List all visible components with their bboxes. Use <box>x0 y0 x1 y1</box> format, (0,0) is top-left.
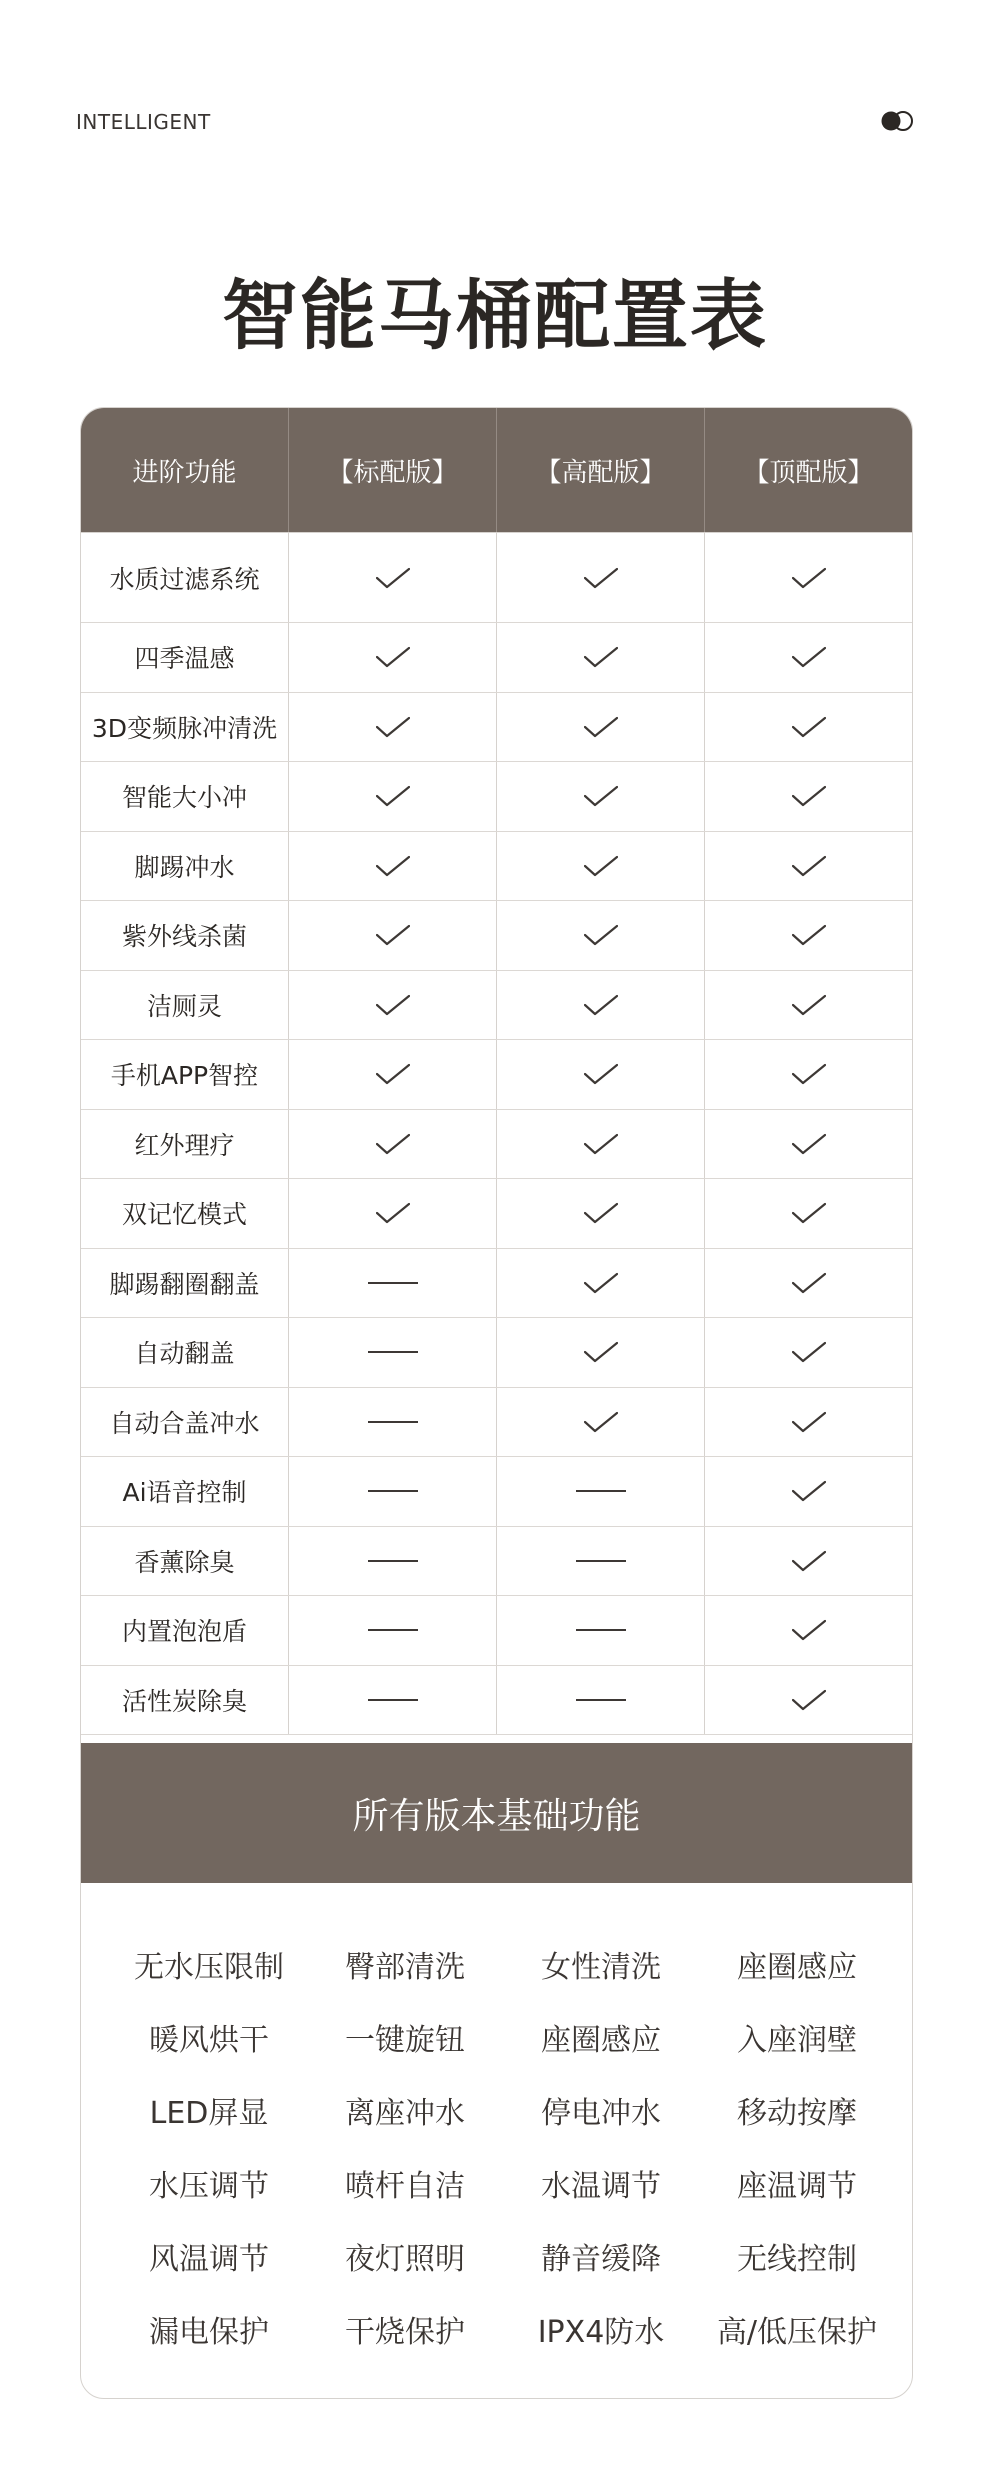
availability-cell <box>497 832 705 901</box>
availability-cell <box>497 623 705 692</box>
check-icon <box>584 924 618 946</box>
check-icon <box>376 1202 410 1224</box>
availability-cell <box>705 693 912 762</box>
feature-name-cell: 脚踢翻圈翻盖 <box>81 1249 289 1318</box>
basic-feature-item: 座温调节 <box>737 2169 857 2204</box>
availability-cell <box>497 971 705 1040</box>
feature-name-cell: 智能大小冲 <box>81 762 289 831</box>
availability-cell <box>289 1457 497 1526</box>
availability-cell <box>497 1666 705 1735</box>
basic-feature-item: 臀部清洗 <box>345 1950 465 1985</box>
feature-name-cell: 内置泡泡盾 <box>81 1596 289 1665</box>
basic-feature-item: LED屏显 <box>149 2096 269 2131</box>
availability-cell <box>705 1110 912 1179</box>
check-icon <box>792 646 826 668</box>
availability-cell <box>289 1179 497 1248</box>
availability-cell <box>705 971 912 1040</box>
basic-feature-item: 女性清洗 <box>541 1950 661 1985</box>
check-icon <box>792 785 826 807</box>
table-row <box>81 832 912 902</box>
check-icon <box>584 1063 618 1085</box>
basic-feature-item: 一键旋钮 <box>345 2023 465 2058</box>
availability-cell <box>497 693 705 762</box>
availability-cell <box>705 1249 912 1318</box>
basic-feature-item: 无水压限制 <box>134 1950 284 1985</box>
availability-cell <box>497 1388 705 1457</box>
availability-cell <box>705 1040 912 1109</box>
availability-cell <box>289 901 497 970</box>
availability-cell <box>497 901 705 970</box>
column-header-standard: 【标配版】 <box>289 408 497 532</box>
availability-cell <box>289 1527 497 1596</box>
availability-cell <box>497 1040 705 1109</box>
availability-cell <box>289 1249 497 1318</box>
availability-cell <box>705 1666 912 1735</box>
table-header <box>81 408 912 532</box>
dash-icon <box>368 1351 418 1353</box>
check-icon <box>376 785 410 807</box>
table-row <box>81 693 912 763</box>
check-icon <box>584 1202 618 1224</box>
availability-cell <box>705 533 912 622</box>
dash-icon <box>368 1699 418 1701</box>
table-row <box>81 1666 912 1736</box>
column-header-premium: 【高配版】 <box>497 408 705 532</box>
feature-name-cell: 自动翻盖 <box>81 1318 289 1387</box>
availability-cell <box>289 1110 497 1179</box>
dash-icon <box>368 1629 418 1631</box>
table-row <box>81 971 912 1041</box>
basics-section-title: 所有版本基础功能 <box>81 1743 912 1883</box>
availability-cell <box>289 1040 497 1109</box>
check-icon <box>584 716 618 738</box>
basic-feature-item: 高/低压保护 <box>716 2315 878 2350</box>
basic-feature-item: 夜灯照明 <box>345 2242 465 2277</box>
availability-cell <box>497 1527 705 1596</box>
availability-cell <box>289 693 497 762</box>
basics-row <box>81 2223 912 2296</box>
table-row <box>81 1179 912 1249</box>
dash-icon <box>576 1490 626 1492</box>
basic-feature-item: 漏电保护 <box>149 2315 269 2350</box>
table-row <box>81 1527 912 1597</box>
check-icon <box>584 1133 618 1155</box>
basic-feature-item: 水温调节 <box>541 2169 661 2204</box>
availability-cell <box>289 1666 497 1735</box>
check-icon <box>792 1272 826 1294</box>
config-table-card <box>80 407 913 2399</box>
basics-row <box>81 2150 912 2223</box>
availability-cell <box>705 1596 912 1665</box>
feature-name-cell: Ai语音控制 <box>81 1457 289 1526</box>
toggle-icon <box>880 110 914 132</box>
check-icon <box>792 1619 826 1641</box>
check-icon <box>792 855 826 877</box>
feature-name-cell: 手机APP智控 <box>81 1040 289 1109</box>
check-icon <box>792 1341 826 1363</box>
check-icon <box>376 855 410 877</box>
check-icon <box>792 1411 826 1433</box>
check-icon <box>584 1272 618 1294</box>
availability-cell <box>497 1457 705 1526</box>
basic-feature-item: 无线控制 <box>737 2242 857 2277</box>
basic-feature-item: 离座冲水 <box>345 2096 465 2131</box>
table-row <box>81 1596 912 1666</box>
basics-row <box>81 2077 912 2150</box>
check-icon <box>376 567 410 589</box>
check-icon <box>584 646 618 668</box>
table-row <box>81 1249 912 1319</box>
table-row <box>81 1110 912 1180</box>
check-icon <box>376 1133 410 1155</box>
table-row <box>81 901 912 971</box>
check-icon <box>792 1689 826 1711</box>
basic-feature-item: 风温调节 <box>149 2242 269 2277</box>
availability-cell <box>705 1318 912 1387</box>
basics-row <box>81 2004 912 2077</box>
column-header-feature: 进阶功能 <box>81 408 289 532</box>
check-icon <box>792 567 826 589</box>
feature-name-cell: 3D变频脉冲清洗 <box>81 693 289 762</box>
availability-cell <box>289 971 497 1040</box>
check-icon <box>584 994 618 1016</box>
availability-cell <box>289 1596 497 1665</box>
availability-cell <box>705 623 912 692</box>
availability-cell <box>289 623 497 692</box>
check-icon <box>584 1411 618 1433</box>
availability-cell <box>289 832 497 901</box>
availability-cell <box>705 832 912 901</box>
table-body <box>81 532 912 1745</box>
basic-feature-item: 静音缓降 <box>541 2242 661 2277</box>
feature-name-cell: 自动合盖冲水 <box>81 1388 289 1457</box>
dash-icon <box>368 1490 418 1492</box>
check-icon <box>792 924 826 946</box>
basics-grid <box>81 1883 912 2399</box>
dash-icon <box>576 1699 626 1701</box>
check-icon <box>376 924 410 946</box>
dash-icon <box>368 1560 418 1562</box>
basic-feature-item: 座圈感应 <box>541 2023 661 2058</box>
check-icon <box>792 1480 826 1502</box>
feature-name-cell: 脚踢冲水 <box>81 832 289 901</box>
availability-cell <box>289 762 497 831</box>
availability-cell <box>289 1388 497 1457</box>
availability-cell <box>705 901 912 970</box>
dash-icon <box>368 1282 418 1284</box>
feature-name-cell: 洁厕灵 <box>81 971 289 1040</box>
basic-feature-item: 座圈感应 <box>737 1950 857 1985</box>
check-icon <box>376 994 410 1016</box>
basic-feature-item: 干烧保护 <box>345 2315 465 2350</box>
availability-cell <box>497 1249 705 1318</box>
availability-cell <box>705 1457 912 1526</box>
dash-icon <box>368 1421 418 1423</box>
check-icon <box>792 994 826 1016</box>
basics-row <box>81 1931 912 2004</box>
table-row <box>81 623 912 693</box>
check-icon <box>584 785 618 807</box>
check-icon <box>792 1133 826 1155</box>
basics-row <box>81 2296 912 2369</box>
check-icon <box>792 716 826 738</box>
table-row <box>81 1318 912 1388</box>
page-title: 智能马桶配置表 <box>222 271 768 360</box>
basic-feature-item: 水压调节 <box>149 2169 269 2204</box>
check-icon <box>792 1202 826 1224</box>
availability-cell <box>289 533 497 622</box>
dash-icon <box>576 1560 626 1562</box>
column-header-top: 【顶配版】 <box>743 457 874 488</box>
top-bar <box>76 108 918 138</box>
table-row <box>81 533 912 623</box>
basic-feature-item: 移动按摩 <box>737 2096 857 2131</box>
check-icon <box>584 855 618 877</box>
table-row <box>81 1457 912 1527</box>
feature-name-cell: 四季温感 <box>81 623 289 692</box>
feature-name-cell: 香薰除臭 <box>81 1527 289 1596</box>
availability-cell <box>705 1179 912 1248</box>
check-icon <box>376 646 410 668</box>
check-icon <box>792 1550 826 1572</box>
feature-name-cell: 水质过滤系统 <box>81 533 289 622</box>
check-icon <box>584 1341 618 1363</box>
basic-feature-item: 入座润壁 <box>737 2023 857 2058</box>
check-icon <box>584 567 618 589</box>
table-row <box>81 762 912 832</box>
availability-cell <box>497 1110 705 1179</box>
check-icon <box>376 1063 410 1085</box>
table-row <box>81 1388 912 1458</box>
availability-cell <box>289 1318 497 1387</box>
dash-icon <box>576 1629 626 1631</box>
availability-cell <box>497 533 705 622</box>
check-icon <box>792 1063 826 1085</box>
availability-cell <box>705 762 912 831</box>
basic-feature-item: IPX4防水 <box>537 2315 665 2350</box>
availability-cell <box>705 1527 912 1596</box>
basic-feature-item: 暖风烘干 <box>149 2023 269 2058</box>
check-icon <box>376 716 410 738</box>
feature-name-cell: 红外理疗 <box>81 1110 289 1179</box>
brand-label: INTELLIGENT <box>76 110 211 134</box>
feature-name-cell: 双记忆模式 <box>81 1179 289 1248</box>
feature-name-cell: 活性炭除臭 <box>81 1666 289 1735</box>
availability-cell <box>497 1318 705 1387</box>
basic-feature-item: 喷杆自洁 <box>345 2169 465 2204</box>
availability-cell <box>497 1596 705 1665</box>
table-row <box>81 1040 912 1110</box>
availability-cell <box>705 1388 912 1457</box>
availability-cell <box>497 762 705 831</box>
basic-feature-item: 停电冲水 <box>541 2096 661 2131</box>
feature-name-cell: 紫外线杀菌 <box>81 901 289 970</box>
availability-cell <box>497 1179 705 1248</box>
